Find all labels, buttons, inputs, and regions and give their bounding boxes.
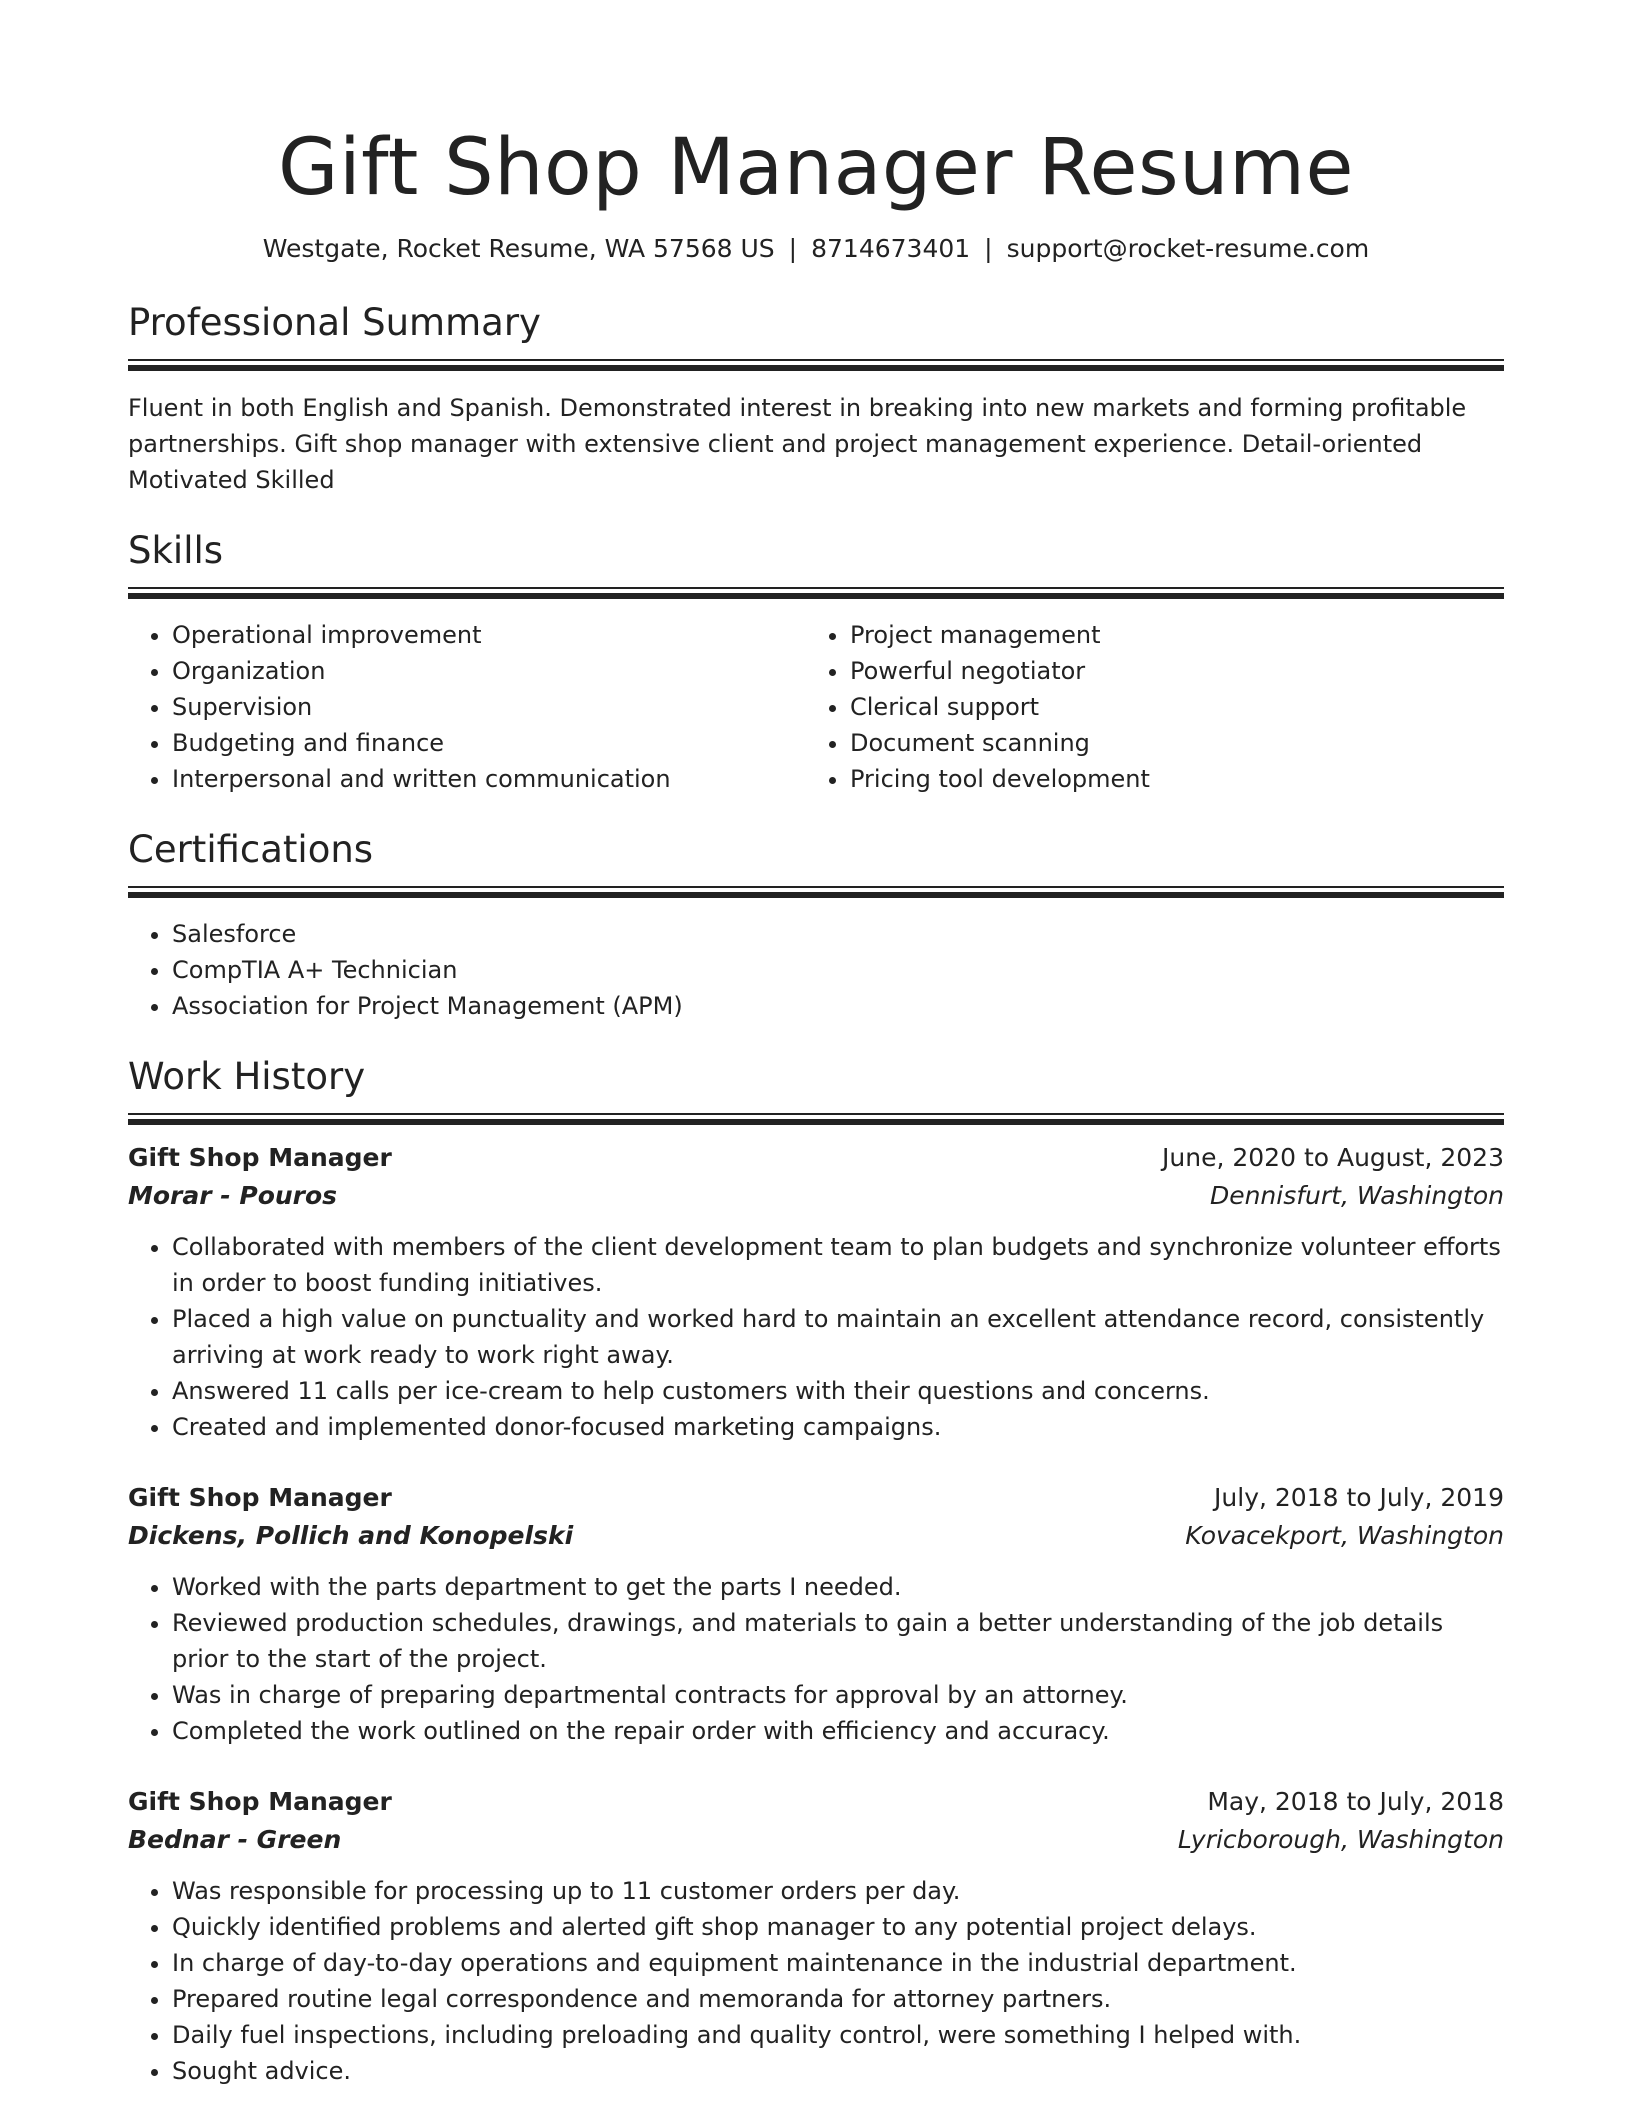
section-heading-certifications: Certifications bbox=[128, 828, 374, 871]
skill-item: • Operational improvement bbox=[172, 617, 806, 653]
job-header-row bbox=[128, 1479, 1504, 1517]
job-bullets bbox=[128, 1229, 1504, 1445]
job-bullet: • Daily fuel inspections, including preloading and quality control, were something I helped with. bbox=[172, 2017, 1504, 2053]
certifications-section bbox=[128, 827, 1504, 1024]
summary-section bbox=[128, 300, 1504, 498]
section-heading-summary: Professional Summary bbox=[128, 301, 541, 344]
skill-item: • Budgeting and finance bbox=[172, 725, 806, 761]
skills-list-left bbox=[128, 617, 806, 797]
job-bullet: • Sought advice. bbox=[172, 2053, 1504, 2089]
resume-title: Gift Shop Manager Resume bbox=[278, 123, 1354, 213]
job-title: Gift Shop Manager bbox=[128, 1143, 392, 1172]
job-dates: June, 2020 to August, 2023 bbox=[1162, 1143, 1504, 1172]
section-divider bbox=[128, 1113, 1504, 1125]
contact-address: Westgate, Rocket Resume, WA 57568 US bbox=[262, 234, 775, 263]
skill-item: • Organization bbox=[172, 653, 806, 689]
job-company-row bbox=[128, 1821, 1504, 1859]
resume-page bbox=[128, 0, 1504, 2089]
skills-list-right bbox=[806, 617, 1484, 797]
job-bullet: • In charge of day-to-day operations and equipment maintenance in the industrial department. bbox=[172, 1945, 1504, 1981]
job-location: Kovacekport, Washington bbox=[1185, 1521, 1504, 1550]
job-bullet: • Prepared routine legal correspondence and memoranda for attorney partners. bbox=[172, 1981, 1504, 2017]
job-entry bbox=[128, 1139, 1504, 1445]
skill-item: • Project management bbox=[850, 617, 1484, 653]
certifications-list bbox=[128, 916, 1504, 1024]
job-bullet: • Worked with the parts department to get the parts I needed. bbox=[172, 1569, 1504, 1605]
skill-item: • Document scanning bbox=[850, 725, 1484, 761]
skills-columns bbox=[128, 617, 1504, 797]
job-company: Morar - Pouros bbox=[128, 1181, 338, 1210]
summary-text: Fluent in both English and Spanish. Demonstrated interest in breaking into new markets and forming profitable partnerships. Gift shop manager with extensive client and project management experience. Detail-oriented Motivated Skilled bbox=[128, 394, 1467, 494]
certification-item: • Association for Project Management (APM) bbox=[172, 988, 1504, 1024]
skills-section bbox=[128, 528, 1504, 797]
job-location: Lyricborough, Washington bbox=[1177, 1825, 1504, 1854]
job-bullet: • Collaborated with members of the client development team to plan budgets and synchronize volunteer efforts in order to boost funding initiatives. bbox=[172, 1229, 1504, 1301]
job-bullet: • Was in charge of preparing departmental contracts for approval by an attorney. bbox=[172, 1677, 1504, 1713]
job-company-row bbox=[128, 1517, 1504, 1555]
job-header-row bbox=[128, 1783, 1504, 1821]
job-dates: July, 2018 to July, 2019 bbox=[1214, 1483, 1504, 1512]
job-bullet: • Answered 11 calls per ice-cream to help customers with their questions and concerns. bbox=[172, 1373, 1504, 1409]
work-history-section bbox=[128, 1054, 1504, 2089]
job-dates: May, 2018 to July, 2018 bbox=[1207, 1787, 1504, 1816]
job-bullet: • Created and implemented donor-focused marketing campaigns. bbox=[172, 1409, 1504, 1445]
contact-separator: | bbox=[788, 234, 798, 263]
contact-phone: 8714673401 bbox=[811, 234, 971, 263]
skill-item: • Powerful negotiator bbox=[850, 653, 1484, 689]
job-bullet: • Completed the work outlined on the repair order with efficiency and accuracy. bbox=[172, 1713, 1504, 1749]
section-divider bbox=[128, 886, 1504, 898]
skill-item: • Pricing tool development bbox=[850, 761, 1484, 797]
job-entry bbox=[128, 1479, 1504, 1749]
job-bullets bbox=[128, 1569, 1504, 1749]
section-divider bbox=[128, 587, 1504, 599]
section-heading-skills: Skills bbox=[128, 529, 224, 572]
job-bullet: • Placed a high value on punctuality and worked hard to maintain an excellent attendance record, consistently arriving at work ready to work right away. bbox=[172, 1301, 1504, 1373]
job-bullet: • Reviewed production schedules, drawings, and materials to gain a better understanding of the job details prior to the start of the project. bbox=[172, 1605, 1504, 1677]
job-location: Dennisfurt, Washington bbox=[1209, 1181, 1504, 1210]
job-title: Gift Shop Manager bbox=[128, 1787, 392, 1816]
job-bullet: • Was responsible for processing up to 11 customer orders per day. bbox=[172, 1873, 1504, 1909]
certification-item: • Salesforce bbox=[172, 916, 1504, 952]
section-heading-work-history: Work History bbox=[128, 1055, 366, 1098]
job-bullet: • Quickly identified problems and alerted gift shop manager to any potential project delays. bbox=[172, 1909, 1504, 1945]
job-company-row bbox=[128, 1177, 1504, 1215]
skill-item: • Interpersonal and written communication bbox=[172, 761, 806, 797]
skill-item: • Supervision bbox=[172, 689, 806, 725]
contact-line bbox=[128, 232, 1504, 266]
job-bullets bbox=[128, 1873, 1504, 2089]
job-company: Bednar - Green bbox=[128, 1825, 342, 1854]
contact-separator: | bbox=[984, 234, 993, 263]
job-company: Dickens, Pollich and Konopelski bbox=[128, 1521, 574, 1550]
certification-item: • CompTIA A+ Technician bbox=[172, 952, 1504, 988]
job-header-row bbox=[128, 1139, 1504, 1177]
contact-email: support@rocket-resume.com bbox=[1006, 234, 1370, 263]
job-title: Gift Shop Manager bbox=[128, 1483, 392, 1512]
section-divider bbox=[128, 359, 1504, 371]
skill-item: • Clerical support bbox=[850, 689, 1484, 725]
job-entry bbox=[128, 1783, 1504, 2089]
